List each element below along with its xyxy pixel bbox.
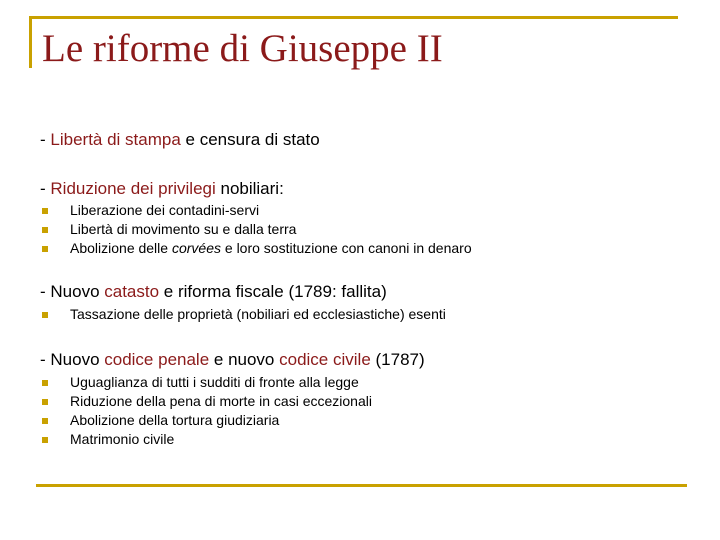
square-bullet-icon [42, 208, 48, 214]
highlighted-text: Libertà di stampa [50, 130, 181, 149]
list-item-text: e loro sostituzione con canoni in denaro [221, 240, 472, 256]
highlighted-text: codice civile [279, 350, 371, 369]
heading-text: (1787) [370, 350, 425, 369]
section-heading-1 [40, 130, 320, 150]
highlighted-text: Riduzione dei privilegi [50, 179, 216, 198]
heading-text: e riforma fiscale (1789: fallita) [159, 282, 387, 301]
square-bullet-icon [42, 399, 48, 405]
bullet-list-2 [41, 201, 472, 258]
list-item-text: Abolizione della tortura giudiziaria [70, 412, 280, 428]
section-heading-2 [40, 179, 284, 199]
frame-left-line [29, 16, 32, 68]
heading-text: nobiliari: [215, 179, 284, 198]
list-item-text: Abolizione delle [70, 240, 172, 256]
list-item [41, 220, 472, 239]
list-item [41, 239, 472, 258]
heading-text: e censura di stato [180, 130, 320, 149]
list-item-text: Uguaglianza di tutti i sudditi di fronte alla legge [70, 374, 359, 390]
list-item-text: Liberazione dei contadini-servi [70, 202, 260, 218]
square-bullet-icon [42, 227, 48, 233]
list-item [41, 392, 372, 411]
list-item-text: Tassazione delle proprietà (nobiliari ed ecclesiastiche) esenti [70, 306, 446, 322]
list-item-text: Matrimonio civile [70, 431, 175, 447]
square-bullet-icon [42, 418, 48, 424]
heading-text: - Nuovo [40, 282, 105, 301]
list-item-text: Libertà di movimento su e dalla terra [70, 221, 297, 237]
list-item [41, 305, 446, 324]
list-item [41, 201, 472, 220]
frame-bottom-line [36, 484, 687, 487]
section-heading-3 [40, 282, 387, 302]
section-heading-4 [40, 350, 425, 370]
list-item [41, 411, 372, 430]
highlighted-text: catasto [104, 282, 160, 301]
heading-text: e nuovo [209, 350, 280, 369]
square-bullet-icon [42, 312, 48, 318]
square-bullet-icon [42, 437, 48, 443]
list-item [41, 430, 372, 449]
highlighted-text: codice penale [104, 350, 210, 369]
bullet-list-4 [41, 373, 372, 449]
list-item-text: corvées [171, 240, 221, 256]
bullet-list-3 [41, 305, 446, 324]
heading-text: - Nuovo [40, 350, 105, 369]
list-item [41, 373, 372, 392]
square-bullet-icon [42, 246, 48, 252]
frame-top-line [29, 16, 678, 19]
heading-text: - [40, 130, 51, 149]
list-item-text: Riduzione della pena di morte in casi eccezionali [70, 393, 372, 409]
heading-text: - [40, 179, 51, 198]
slide-title: Le riforme di Giuseppe II [42, 27, 443, 70]
square-bullet-icon [42, 380, 48, 386]
